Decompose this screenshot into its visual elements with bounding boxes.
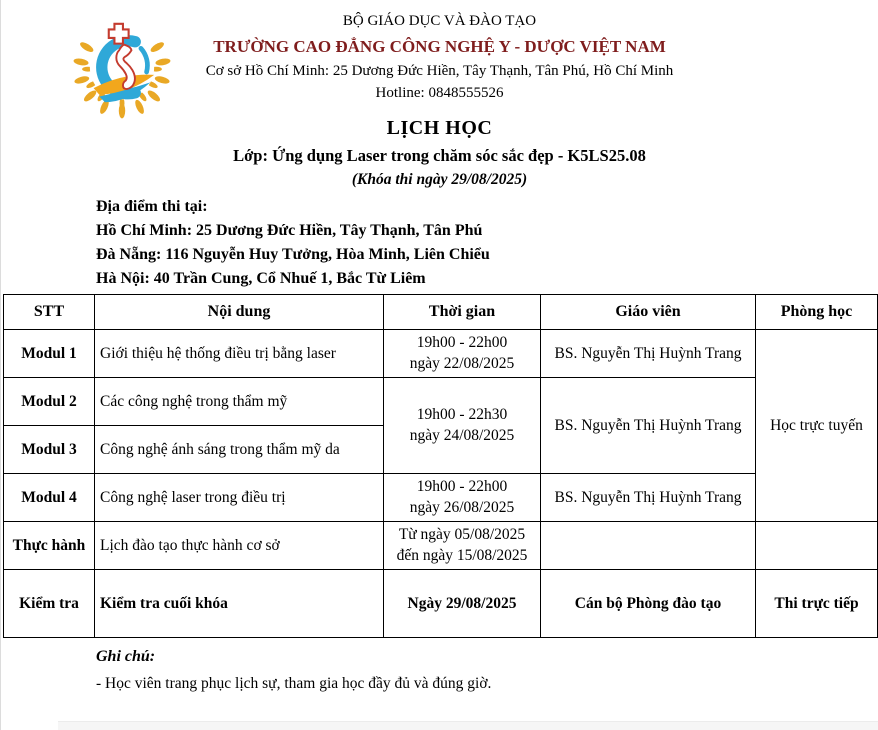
window-bottom-edge	[58, 721, 878, 730]
time-date: đến ngày 15/08/2025	[396, 546, 528, 564]
cell-teacher: BS. Nguyễn Thị Huỳnh Trang	[541, 474, 756, 522]
cell-content: Công nghệ ánh sáng trong thẩm mỹ da	[95, 426, 384, 474]
cell-stt: Kiểm tra	[4, 570, 95, 638]
time-range: 19h00 - 22h30	[416, 405, 508, 423]
cell-teacher-merged: BS. Nguyễn Thị Huỳnh Trang	[541, 378, 756, 474]
cell-time	[384, 330, 541, 378]
school-logo-icon	[73, 20, 171, 124]
class-name-line: Lớp: Ứng dụng Laser trong chăm sóc sắc đẹp - K5LS25.08	[233, 146, 646, 166]
cell-stt: Modul 1	[4, 330, 95, 378]
cell-time	[384, 522, 541, 570]
hotline: Hotline: 0848555526	[375, 85, 504, 102]
cell-room-empty	[756, 522, 878, 570]
time-range: 19h00 - 22h00	[416, 477, 508, 495]
exam-date-line: (Khóa thi ngày 29/08/2025)	[351, 171, 528, 189]
title-block	[1, 117, 878, 189]
cell-content: Các công nghệ trong thẩm mỹ	[95, 378, 384, 426]
exam-locations	[96, 198, 878, 288]
notes-section	[96, 648, 878, 693]
cell-stt: Modul 3	[4, 426, 95, 474]
table-row-modul-4	[4, 474, 878, 522]
cell-content: Công nghệ laser trong điều trị	[95, 474, 384, 522]
col-header-content: Nội dung	[95, 295, 384, 330]
cell-stt: Modul 2	[4, 378, 95, 426]
col-header-stt: STT	[4, 295, 95, 330]
ministry-name: BỘ GIÁO DỤC VÀ ĐÀO TẠO	[342, 13, 537, 29]
campus-address: Cơ sở Hồ Chí Minh: 25 Dương Đức Hiền, Tây Thạnh, Tân Phú, Hồ Chí Minh	[205, 62, 674, 79]
cell-content: Kiểm tra cuối khóa	[95, 570, 384, 638]
cell-content: Giới thiệu hệ thống điều trị bằng laser	[95, 330, 384, 378]
locations-heading: Địa điểm thi tại:	[96, 198, 208, 216]
time-date: ngày 26/08/2025	[409, 498, 515, 516]
cell-time-merged	[384, 378, 541, 474]
time-range: 19h00 - 22h00	[416, 333, 508, 351]
location-danang: Đà Nẵng: 116 Nguyễn Huy Tưởng, Hòa Minh, Liên Chiểu	[96, 246, 490, 264]
table-row-modul-2	[4, 378, 878, 426]
cell-teacher: Cán bộ Phòng đào tạo	[541, 570, 756, 638]
location-hcm: Hồ Chí Minh: 25 Dương Đức Hiền, Tây Thạnh, Tân Phú	[96, 222, 483, 240]
cell-time	[384, 474, 541, 522]
cell-room-online: Học trực tuyến	[756, 330, 878, 522]
time-range: Từ ngày 05/08/2025	[398, 525, 526, 543]
col-header-time: Thời gian	[384, 295, 541, 330]
table-header-row	[4, 295, 878, 330]
table-row-practice	[4, 522, 878, 570]
note-item: - Học viên trang phục lịch sự, tham gia học đầy đủ và đúng giờ.	[96, 675, 492, 693]
cell-content: Lịch đào tạo thực hành cơ sở	[95, 522, 384, 570]
col-header-room: Phòng học	[756, 295, 878, 330]
schedule-table	[3, 294, 878, 638]
time-date: ngày 22/08/2025	[409, 354, 515, 372]
cell-stt: Modul 4	[4, 474, 95, 522]
cell-teacher: BS. Nguyễn Thị Huỳnh Trang	[541, 330, 756, 378]
notes-heading: Ghi chú:	[96, 648, 156, 666]
time-date: ngày 24/08/2025	[409, 426, 515, 444]
table-row-final-exam	[4, 570, 878, 638]
school-name: TRƯỜNG CAO ĐẲNG CÔNG NGHỆ Y - DƯỢC VIỆT NAM	[213, 37, 666, 57]
col-header-teacher: Giáo viên	[541, 295, 756, 330]
cell-time: Ngày 29/08/2025	[384, 570, 541, 638]
location-hanoi: Hà Nội: 40 Trần Cung, Cổ Nhuế 1, Bắc Từ Liêm	[96, 270, 426, 288]
table-row-modul-1	[4, 330, 878, 378]
document-title: LỊCH HỌC	[386, 117, 493, 140]
cell-teacher-empty	[541, 522, 756, 570]
cell-stt: Thực hành	[4, 522, 95, 570]
cell-room: Thi trực tiếp	[756, 570, 878, 638]
school-emblem-logo	[73, 20, 171, 124]
